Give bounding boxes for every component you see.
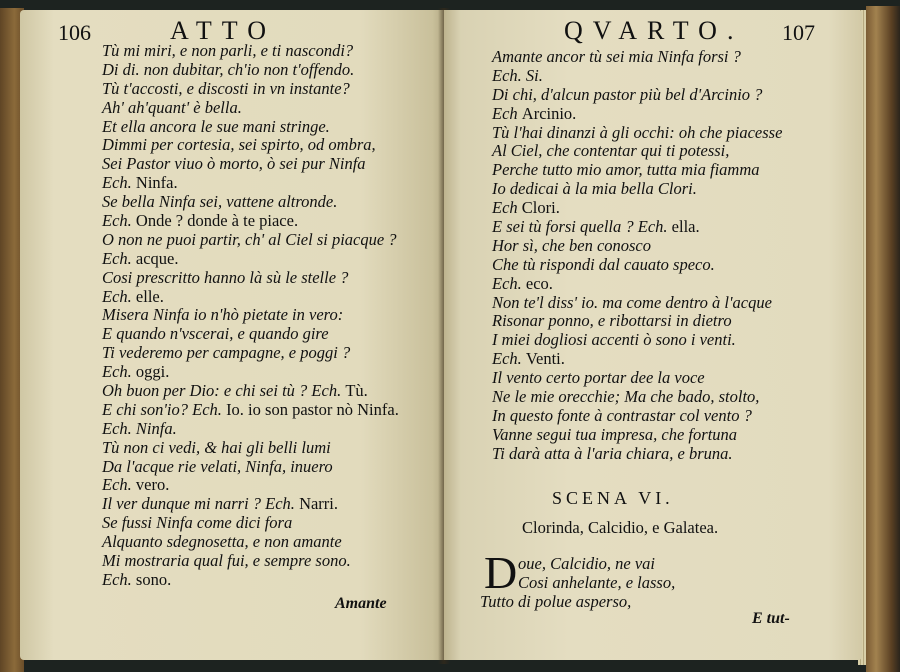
verse-text: Il vento certo portar dee la voce — [492, 368, 705, 388]
verse-text: Mi mostraria qual fui, e sempre sono. — [102, 551, 351, 571]
verse-text: Ech. — [102, 286, 132, 306]
verse-line — [492, 312, 782, 331]
verse-line — [102, 495, 399, 514]
verse-text: Hor sì, che ben conosco — [492, 235, 652, 255]
verse-line — [492, 180, 782, 199]
verse-text: Ech. — [492, 273, 522, 293]
verse-text: Non te'l diss' io. ma come dentro à l'acque — [492, 292, 772, 312]
verse-line — [102, 212, 399, 231]
left-catchword: Amante — [335, 595, 387, 612]
verse-text: Risonar ponno, e ribottarsi in dietro — [492, 311, 732, 331]
verse-line — [102, 439, 399, 458]
verse-line — [102, 61, 399, 80]
left-page-number: 106 — [58, 20, 91, 45]
verse-text: O non ne puoi partir, ch' al Ciel si piacque ? — [102, 229, 397, 249]
verse-text: Ech. — [492, 349, 522, 369]
verse-line — [102, 363, 399, 382]
verse-line — [102, 552, 399, 571]
verse-line — [102, 382, 399, 401]
verse-line — [492, 237, 782, 256]
verse-line — [492, 369, 782, 388]
echo-reply: Io. io son pastor nò Ninfa. — [226, 399, 399, 419]
verse-text: Tù non ci vedi, & hai gli belli lumi — [102, 437, 331, 457]
verse-line — [102, 269, 399, 288]
verse-text: Ne le mie orecchie; Ma che bado, stolto, — [492, 387, 760, 407]
verse-text: Se fussi Ninfa come dici fora — [102, 513, 293, 533]
verse-line — [492, 256, 782, 275]
verse-text: Ech. — [102, 475, 132, 495]
verse-text: Che tù rispondi dal cauato speco. — [492, 254, 715, 274]
verse-text: Ech. — [102, 569, 132, 589]
verse-text: Il ver dunque mi narri ? Ech. — [102, 494, 295, 514]
right-page — [444, 10, 862, 660]
verse-line — [102, 344, 399, 363]
verse-line — [102, 99, 399, 118]
verse-line — [492, 218, 782, 237]
verse-text: Tutto di polue asperso, — [480, 591, 632, 611]
echo-reply: elle. — [135, 286, 164, 306]
verse-text: Vanne segui tua impresa, che fortuna — [492, 424, 738, 444]
verse-line — [480, 555, 675, 574]
echo-reply: sono. — [135, 569, 172, 589]
verse-text: Misera Ninfa io n'hò pietate in vero: — [102, 305, 344, 325]
verse-text: Ti darà atta à l'aria chiara, e bruna. — [492, 443, 733, 463]
right-verse-lines — [492, 48, 782, 464]
verse-text: Ech. Ninfa. — [102, 418, 177, 438]
echo-reply: vero. — [135, 475, 170, 495]
echo-reply: oggi. — [135, 362, 170, 382]
verse-line — [102, 458, 399, 477]
verse-line — [492, 294, 782, 313]
verse-line — [102, 174, 399, 193]
verse-line — [102, 118, 399, 137]
verse-text: Tù t'accosti, e discosti in vn instante? — [102, 78, 350, 98]
verse-line — [102, 193, 399, 212]
right-catchword: E tut- — [752, 610, 790, 627]
verse-line — [102, 155, 399, 174]
verse-text: E quando n'vscerai, e quando gire — [102, 324, 329, 344]
verse-line — [102, 42, 399, 61]
verse-line — [102, 231, 399, 250]
echo-reply: Tù. — [345, 381, 368, 401]
verse-line — [492, 350, 782, 369]
verse-line — [492, 105, 782, 124]
left-verse-lines — [102, 42, 399, 590]
verse-text: Alquanto sdegnosetta, e non amante — [102, 532, 342, 552]
verse-text: Io dedicai à la mia bella Clori. — [492, 179, 697, 199]
verse-line — [480, 593, 675, 612]
verse-text: Da l'acque rie velati, Ninfa, inuero — [102, 456, 333, 476]
verse-text: Tù l'hai dinanzi à gli occhi: oh che piacesse — [492, 122, 783, 142]
verse-text: Tù mi miri, e non parli, e ti nascondi? — [102, 41, 354, 60]
verse-line — [492, 426, 782, 445]
echo-reply: Clori. — [521, 198, 560, 218]
verse-line — [492, 275, 782, 294]
verse-text: Al Ciel, che contentar qui ti potessi, — [492, 141, 730, 161]
scene-title: SCENA VI. — [552, 488, 674, 508]
verse-text: I miei dogliosi accenti ò sono i venti. — [492, 330, 736, 350]
verse-text: Ech — [492, 103, 518, 123]
verse-text: Ech. — [102, 173, 132, 193]
verse-line — [492, 86, 782, 105]
verse-text: Di chi, d'alcun pastor più bel d'Arcinio ? — [492, 84, 763, 104]
echo-reply: Narri. — [299, 494, 339, 514]
verse-line — [102, 80, 399, 99]
verse-text: Ech. — [102, 248, 132, 268]
echo-reply: Venti. — [525, 349, 565, 369]
verse-line — [492, 67, 782, 86]
verse-text: Amante ancor tù sei mia Ninfa forsi ? — [492, 47, 741, 66]
verse-line — [102, 401, 399, 420]
drop-cap: D — [484, 547, 518, 598]
verse-line — [492, 199, 782, 218]
verse-text: Se bella Ninfa sei, vattene altronde. — [102, 192, 338, 212]
verse-text: Ech. Si. — [492, 65, 543, 85]
verse-line — [102, 250, 399, 269]
echo-reply: acque. — [135, 248, 179, 268]
echo-reply: ella. — [671, 217, 700, 237]
verse-text: Ti vederemo per campagne, e poggi ? — [102, 343, 351, 363]
verse-line — [102, 514, 399, 533]
echo-reply: Arcinio. — [521, 103, 577, 123]
verse-line — [102, 325, 399, 344]
verse-text: In questo fonte à contrastar col vento ? — [492, 405, 752, 425]
right-cover-edge — [866, 6, 900, 672]
verse-text: Ech — [492, 198, 518, 218]
verse-line — [102, 571, 399, 590]
scene-persons: Clorinda, Calcidio, e Galatea. — [522, 518, 719, 537]
verse-text: Cosi prescritto hanno là sù le stelle ? — [102, 267, 349, 287]
verse-line — [102, 306, 399, 325]
verse-text: oue, Calcidio, ne vai — [518, 554, 656, 573]
verse-line — [492, 142, 782, 161]
verse-line — [492, 124, 782, 143]
echo-reply: eco. — [525, 273, 553, 293]
verse-text: Ah' ah'quant' è bella. — [102, 97, 242, 117]
verse-text: Di di. non dubitar, ch'io non t'offendo. — [102, 59, 355, 79]
echo-reply: Ninfa. — [135, 173, 178, 193]
verse-line — [492, 445, 782, 464]
verse-line — [492, 407, 782, 426]
verse-text: Cosi anhelante, e lasso, — [518, 572, 676, 592]
verse-text: E chi son'io? Ech. — [102, 399, 222, 419]
left-running-header: ATTO — [170, 16, 276, 45]
verse-line — [102, 533, 399, 552]
left-page — [20, 10, 445, 660]
verse-line — [492, 331, 782, 350]
verse-text: Oh buon per Dio: e chi sei tù ? Ech. — [102, 381, 342, 401]
verse-text: Dimmi per cortesia, sei spirto, od ombra, — [102, 135, 376, 155]
right-page-number: 107 — [782, 20, 815, 45]
verse-text: Ech. — [102, 362, 132, 382]
verse-line — [102, 420, 399, 439]
verse-text: E sei tù forsi quella ? Ech. — [492, 217, 668, 237]
scene-opening-lines — [480, 555, 675, 612]
verse-line — [102, 476, 399, 495]
verse-text: Perche tutto mio amor, tutta mia fiamma — [492, 160, 760, 180]
verse-line — [102, 288, 399, 307]
verse-line — [480, 574, 675, 593]
verse-text: Et ella ancora le sue mani stringe. — [102, 116, 330, 136]
right-running-header: QVARTO. — [564, 16, 744, 45]
echo-reply: Onde ? donde à te piace. — [135, 211, 299, 231]
verse-line — [492, 388, 782, 407]
verse-line — [102, 136, 399, 155]
verse-line — [492, 161, 782, 180]
verse-line — [492, 48, 782, 67]
verse-text: Sei Pastor viuo ò morto, ò sei pur Ninfa — [102, 154, 366, 174]
verse-text: Ech. — [102, 211, 132, 231]
